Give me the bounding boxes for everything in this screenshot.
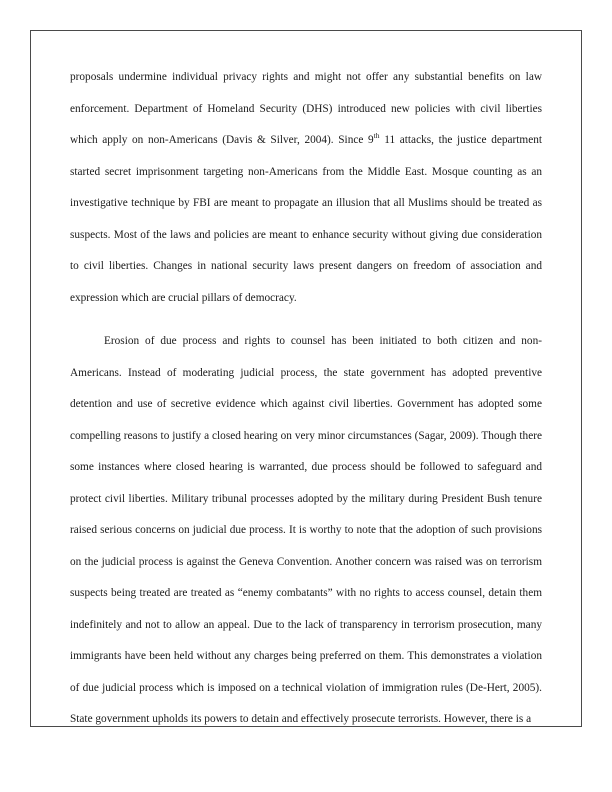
document-body: [70, 62, 542, 736]
paragraph-2: Erosion of due process and rights to counsel has been initiated to both citizen and non-Americans. Instead of moderating judicial process, the state government has adopted preventive detention and use of secretive evidence which against civil liberties. Government has adopted some compelling reasons to justify a closed hearing on very minor circumstances (Sagar, 2009). Though there some instances where closed hearing is warranted, due process should be followed to safeguard and protect civil liberties. Military tribunal processes adopted by the military during President Bush tenure raised serious concerns on judicial due process. It is worthy to note that the adoption of such provisions on the judicial process is against the Geneva Convention. Another concern was raised was on terrorism suspects being treated are treated as “enemy combatants” with no rights to access counsel, detain them indefinitely and not to allow an appeal. Due to the lack of transparency in terrorism prosecution, many immigrants have been held without any charges being preferred on them. This demonstrates a violation of due judicial process which is imposed on a technical violation of immigration rules (De-Hert, 2005). State government upholds its powers to detain and effectively prosecute terrorists. However, there is a: [70, 335, 542, 725]
paragraph-1: proposals undermine individual privacy rights and might not offer any substantial benefits on law enforcement. Department of Homeland Security (DHS) introduced new policies with civil liberties which apply on non-Americans (Davis & Silver, 2004). Since 9th 11 attacks, the justice department started secret imprisonment targeting non-Americans from the Middle East. Mosque counting as an investigative technique by FBI are meant to propagate an illusion that all Muslims should be treated as suspects. Most of the laws and policies are meant to enhance security without giving due consideration to civil liberties. Changes in national security laws present dangers on freedom of association and expression which are crucial pillars of democracy.: [70, 71, 543, 304]
